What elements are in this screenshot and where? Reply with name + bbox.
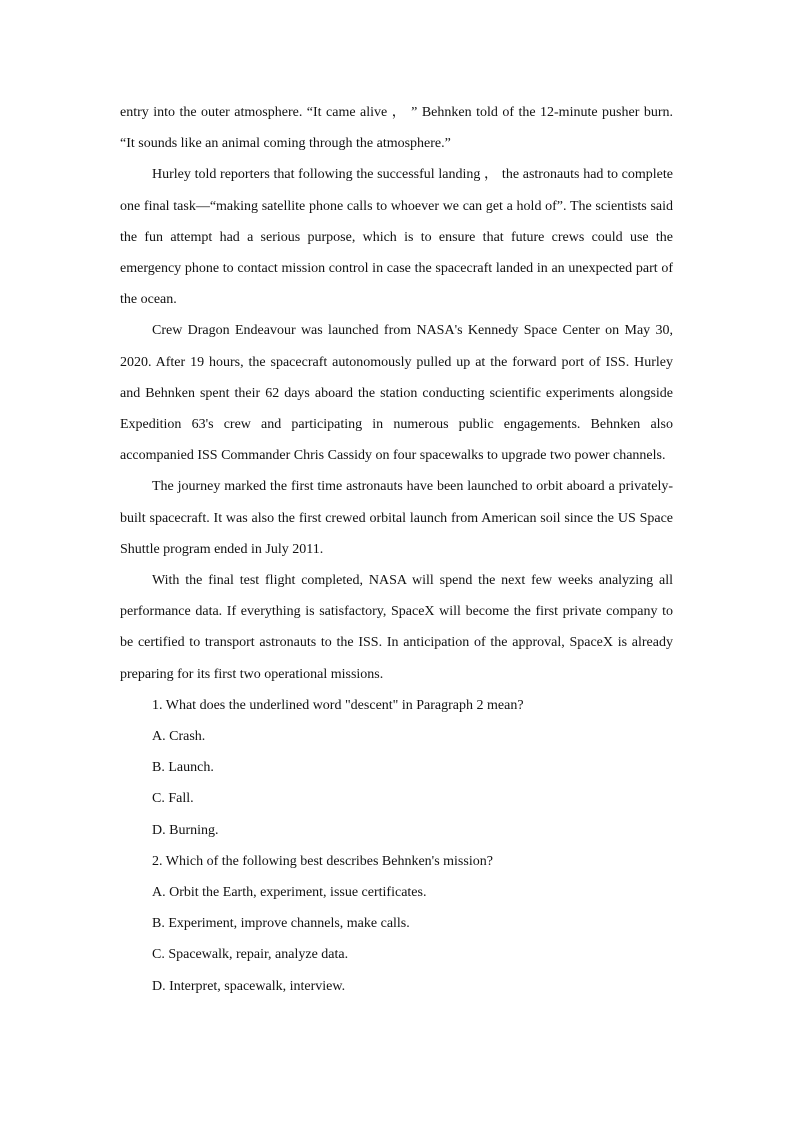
question-option: B. Experiment, improve channels, make calls. <box>152 916 410 932</box>
question-option: B. Launch. <box>152 760 214 776</box>
passage-paragraph-next-steps: With the final test flight completed, NASA will spend the next few weeks analyzing all performance data. If everything is satisfactory, SpaceX will become the first private company to be certified to transport astronauts to the ISS. In anticipation of the approval, SpaceX is already preparing for its first two operational missions. <box>120 573 673 682</box>
question-option: C. Spacewalk, repair, analyze data. <box>152 947 349 963</box>
question-option: C. Fall. <box>152 791 194 807</box>
question-stem: 1. What does the underlined word "descent" in Paragraph 2 mean? <box>152 697 524 713</box>
document-page <box>120 97 673 1002</box>
question-option: A. Orbit the Earth, experiment, issue certificates. <box>152 885 427 901</box>
question-option: D. Burning. <box>152 822 219 838</box>
passage-paragraph-continuation: entry into the outer atmosphere. “It came alive ， ” Behnken told of the 12-minute pusher burn. “It sounds like an animal coming through the atmosphere.” <box>120 105 673 152</box>
passage-paragraph-landing-task: Hurley told reporters that following the successful landing ， the astronauts had to complete one final task—“making satellite phone calls to whoever we can get a hold of”. The scientists said the fun attempt had a serious purpose, which is to ensure that future crews could use the emergency phone to contact mission control in case the spacecraft landed in an unexpected part of the ocean. <box>120 167 673 308</box>
question-option: D. Interpret, spacewalk, interview. <box>152 978 346 994</box>
question-2 <box>120 846 673 1002</box>
question-1 <box>120 690 673 846</box>
passage-paragraph-milestone: The journey marked the first time astronauts have been launched to orbit aboard a privately-built spacecraft. It was also the first crewed orbital launch from American soil since the US Space Shuttle program ended in July 2011. <box>120 479 673 557</box>
question-stem: 2. Which of the following best describes Behnken's mission? <box>152 853 493 869</box>
question-option: A. Crash. <box>152 729 206 745</box>
passage-paragraph-launch: Crew Dragon Endeavour was launched from NASA's Kennedy Space Center on May 30, 2020. After 19 hours, the spacecraft autonomously pulled up at the forward port of ISS. Hurley and Behnken spent their 62 days aboard the station conducting scientific experiments alongside Expedition 63's crew and participating in numerous public engagements. Behnken also accompanied ISS Commander Chris Cassidy on four spacewalks to upgrade two power channels. <box>120 323 673 464</box>
